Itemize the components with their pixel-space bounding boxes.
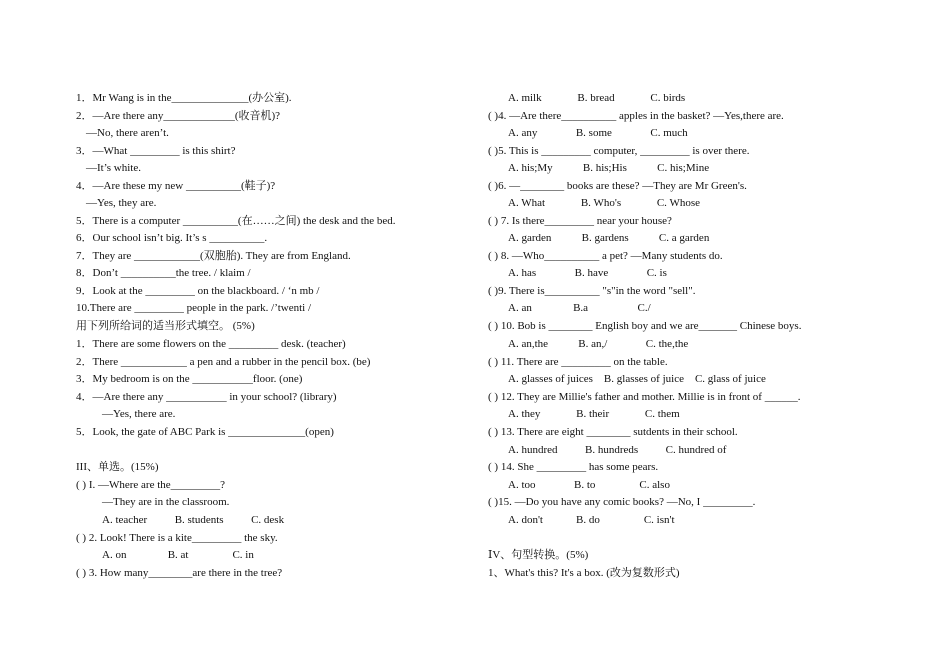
mc-question-11-options: A. glasses of juices B. glasses of juice C. glass of juice (508, 373, 766, 385)
mc-question-13: ( ) 13. There are eight ________ sutdents in their school. (488, 426, 738, 438)
fill-blank-item-1: 1．Mr Wang is in the______________(办公室). (76, 92, 292, 104)
mc-question-6: ( )6. —________ books are these? —They are Mr Green's. (488, 180, 747, 192)
mc-question-5: ( )5. This is _________ computer, _________ is over there. (488, 145, 750, 157)
fill-blank-item-3-answer: —It’s white. (86, 162, 141, 174)
mc-question-9: ( )9. There is__________ "s"in the word "sell". (488, 285, 696, 297)
fill-blank-item-2: 2．—Are there any_____________(收音机)? (76, 110, 281, 122)
mc-question-2-options: A. on B. at C. in (102, 549, 254, 561)
mc-question-10: ( ) 10. Bob is ________ English boy and we are_______ Chinese boys. (488, 320, 802, 332)
mc-question-13-options: A. hundred B. hundreds C. hundred of (508, 444, 727, 456)
word-form-heading: 用下列所给词的适当形式填空。 (5%) (76, 320, 255, 332)
fill-blank-item-9: 9．Look at the _________ on the blackboard. / ‘n mb / (76, 285, 320, 297)
word-form-item-2: 2．There ____________ a pen and a rubber in the pencil box. (be) (76, 356, 371, 368)
mc-question-4: ( )4. —Are there__________ apples in the basket? —Yes,there are. (488, 110, 784, 122)
mc-question-14: ( ) 14. She _________ has some pears. (488, 461, 659, 473)
fill-blank-item-6: 6．Our school isn’t big. It’s s __________. (76, 232, 268, 244)
fill-blank-item-5: 5．There is a computer __________(在……之间) the desk and the bed. (76, 215, 396, 227)
mc-question-7-options: A. garden B. gardens C. a garden (508, 232, 710, 244)
fill-blank-item-2-answer: —No, there aren’t. (86, 127, 169, 139)
word-form-item-4: 4．—Are there any ___________ in your school? (library) (76, 391, 337, 403)
section-4-heading: ⅠV、句型转换。(5%) (488, 549, 589, 561)
mc-question-15: ( )15. —Do you have any comic books? —No, I _________. (488, 496, 756, 508)
fill-blank-item-4-answer: —Yes, they are. (86, 197, 157, 209)
mc-question-14-options: A. too B. to C. also (508, 479, 670, 491)
mc-question-15-options: A. don't B. do C. isn't (508, 514, 675, 526)
word-form-item-4-answer: —Yes, there are. (102, 408, 176, 420)
mc-question-1-reply: —They are in the classroom. (102, 496, 230, 508)
mc-question-5-options: A. his;My B. his;His C. his;Mine (508, 162, 710, 174)
fill-blank-item-4: 4．—Are these my new __________(鞋子)? (76, 180, 276, 192)
word-form-item-5: 5．Look, the gate of ABC Park is ______________(open) (76, 426, 334, 438)
mc-question-7: ( ) 7. Is there_________ near your house? (488, 215, 672, 227)
fill-blank-item-7: 7．They are ____________(双胞胎). They are from England. (76, 250, 351, 262)
fill-blank-item-10: 10.There are _________ people in the park. /’twenti / (76, 302, 312, 314)
fill-blank-item-3: 3．—What _________ is this shirt? (76, 145, 236, 157)
word-form-item-1: 1．There are some flowers on the _________ desk. (teacher) (76, 338, 346, 350)
section-3-heading: III、单选。(15%) (76, 461, 159, 473)
mc-question-1-options: A. teacher B. students C. desk (102, 514, 285, 526)
mc-question-12-options: A. they B. their C. them (508, 408, 680, 420)
mc-question-8-options: A. has B. have C. is (508, 267, 667, 279)
mc-question-1: ( ) I. —Where are the_________? (76, 479, 226, 491)
word-form-item-3: 3．My bedroom is on the ___________floor. (one) (76, 373, 303, 385)
mc-question-2: ( ) 2. Look! There is a kite_________ the sky. (76, 532, 278, 544)
mc-question-3-options: A. milk B. bread C. birds (508, 92, 686, 104)
mc-question-4-options: A. any B. some C. much (508, 127, 688, 139)
mc-question-10-options: A. an,the B. an,/ C. the,the (508, 338, 689, 350)
mc-question-11: ( ) 11. There are _________ on the table. (488, 356, 668, 368)
mc-question-8: ( ) 8. —Who__________ a pet? —Many students do. (488, 250, 723, 262)
mc-question-6-options: A. What B. Who's C. Whose (508, 197, 701, 209)
mc-question-12: ( ) 12. They are Millie's father and mother. Millie is in front of ______. (488, 391, 801, 403)
mc-question-9-options: A. an B.a C./ (508, 302, 651, 314)
mc-question-3: ( ) 3. How many________are there in the tree? (76, 567, 283, 579)
fill-blank-item-8: 8．Don’t __________the tree. / klaim / (76, 267, 251, 279)
transform-item-1: 1、What's this? It's a box. (改为复数形式) (488, 567, 680, 579)
